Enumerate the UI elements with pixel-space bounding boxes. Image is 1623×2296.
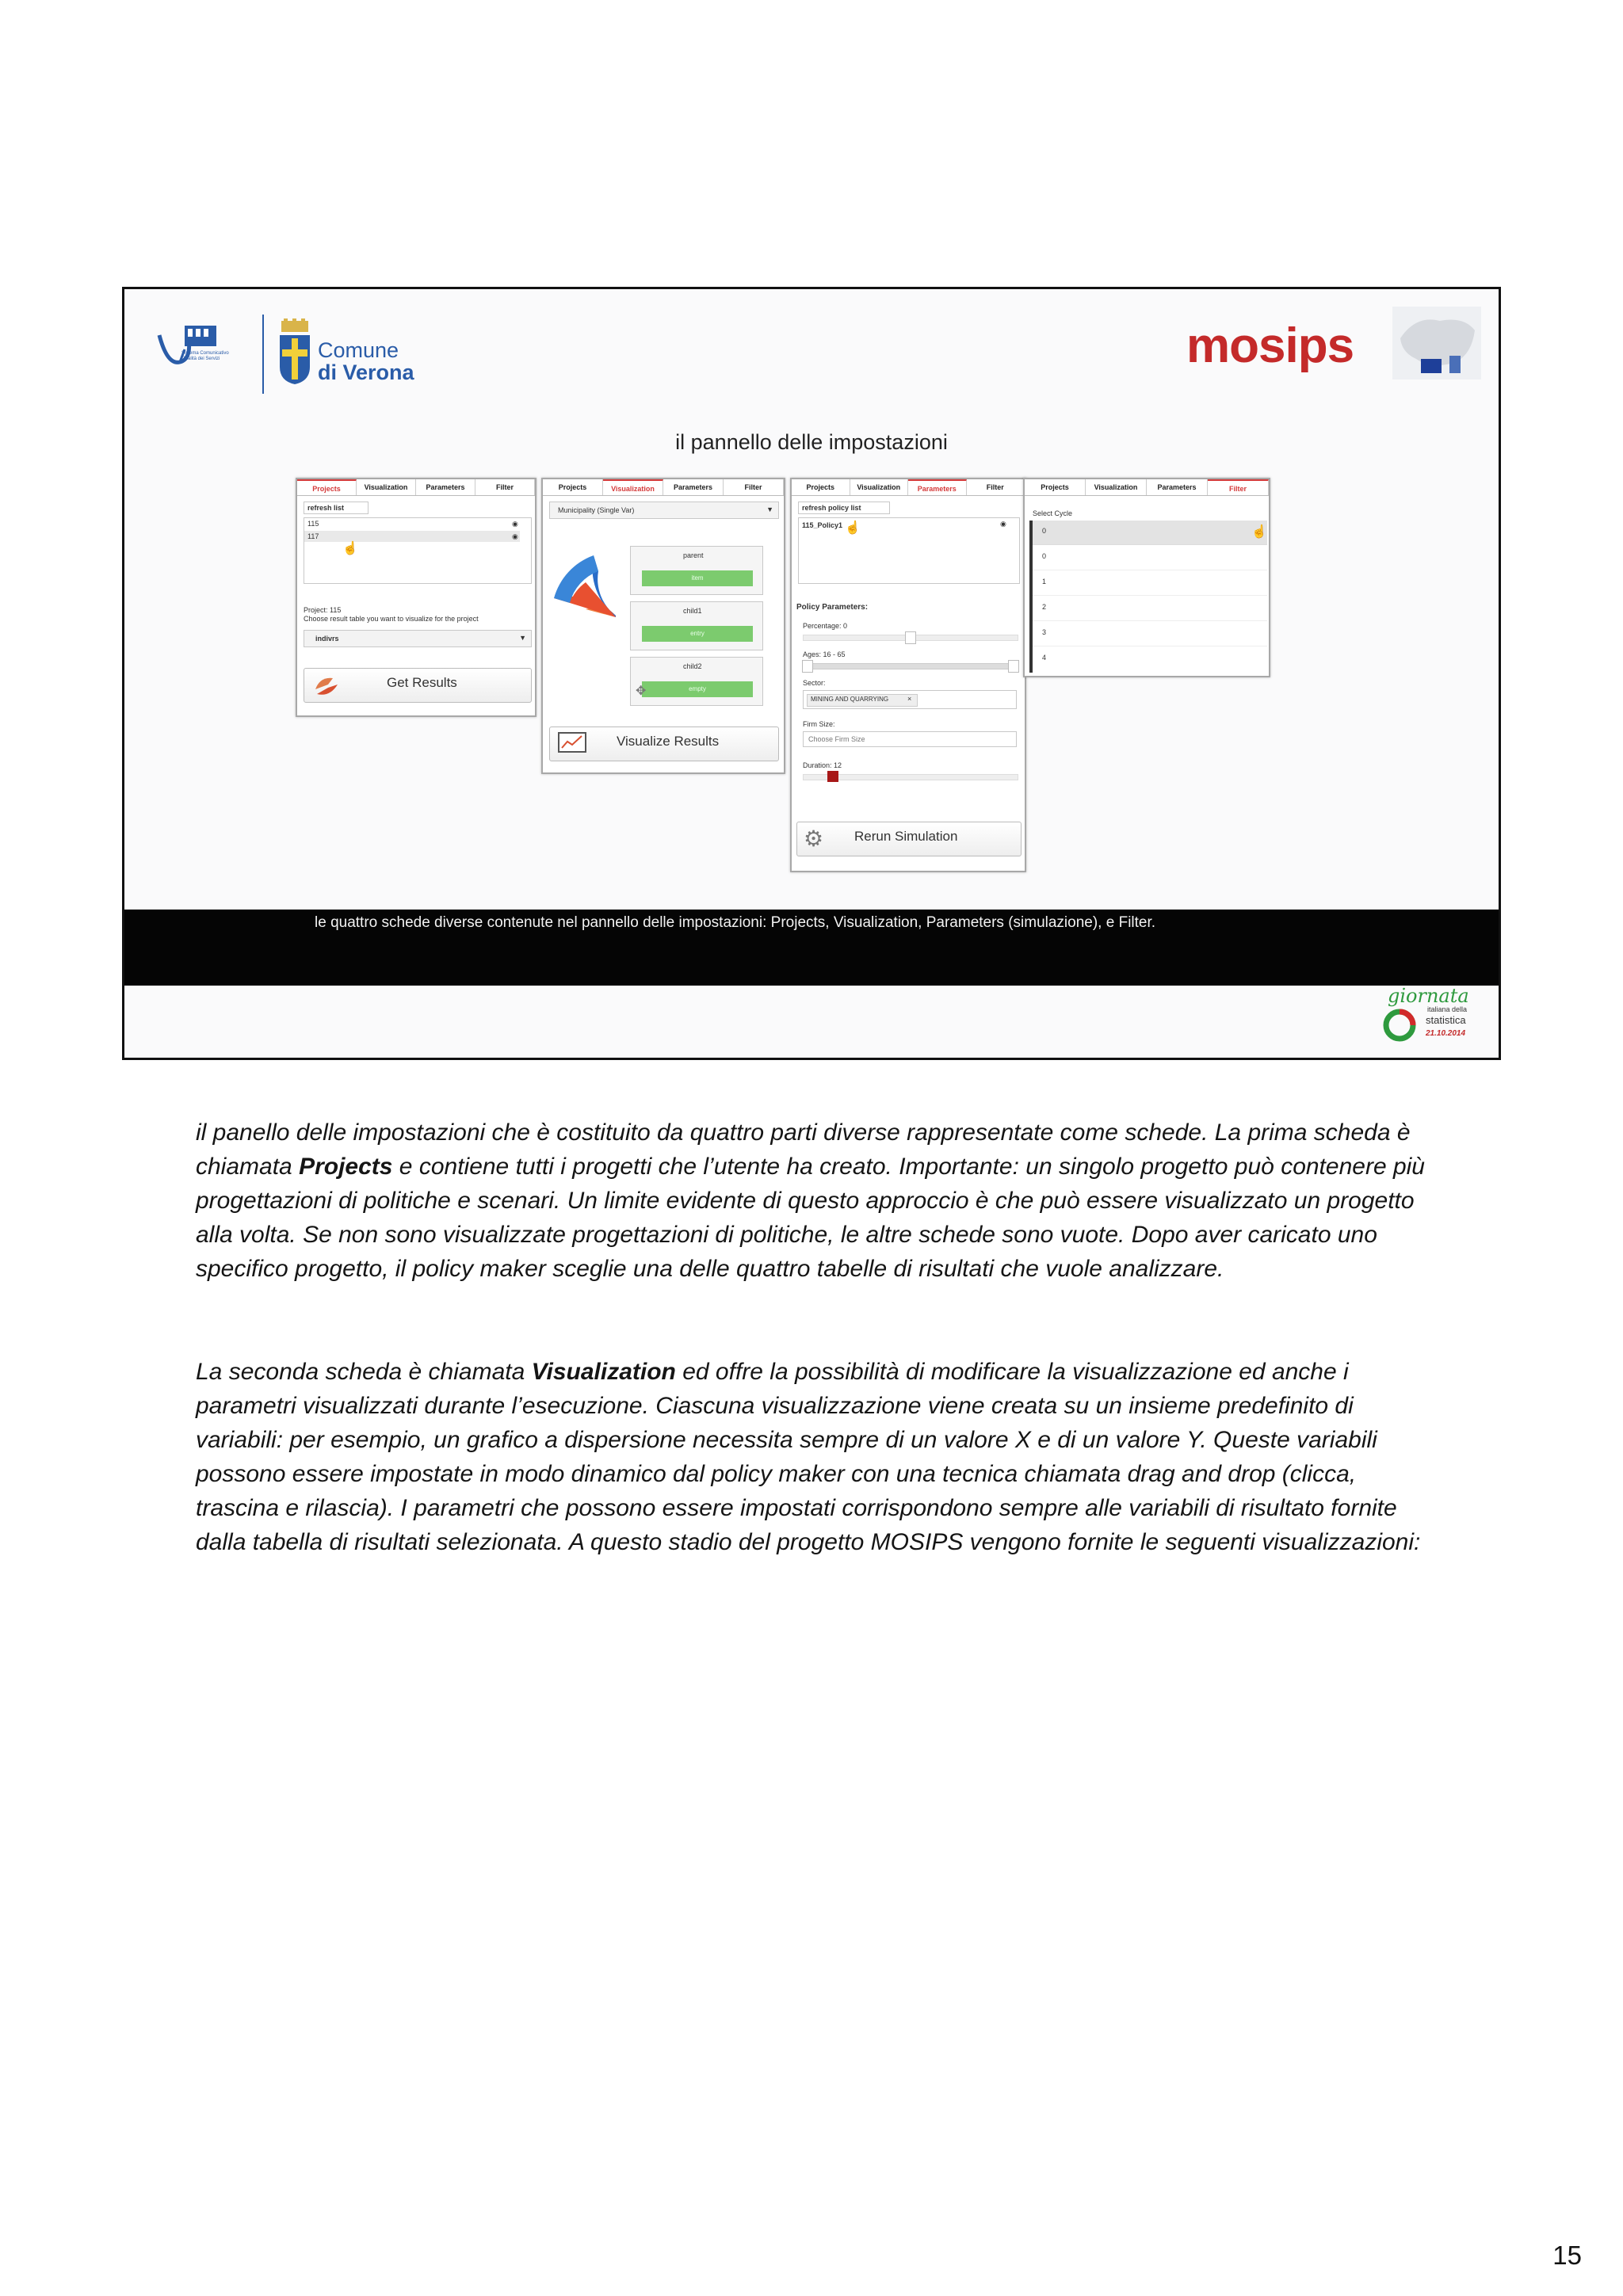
tab-parameters[interactable]: Parameters	[1147, 479, 1208, 495]
chart-screen-icon	[558, 732, 586, 756]
cycle-row-value: 0	[1042, 552, 1047, 560]
visualization-type-select[interactable]	[549, 502, 779, 519]
cycle-row-value: 4	[1042, 654, 1047, 662]
refresh-list-label: refresh list	[307, 504, 345, 512]
chevron-down-icon: ▼	[766, 505, 773, 513]
mosips-logo: mosips	[1186, 318, 1354, 373]
rerun-simulation-button[interactable]	[796, 822, 1022, 856]
node-child2[interactable]	[630, 657, 763, 706]
policy-parameters-heading: Policy Parameters:	[796, 603, 869, 612]
filter-panel	[1023, 478, 1270, 677]
giornata-line1: giornata	[1388, 985, 1469, 1007]
giornata-ring-icon	[1381, 1007, 1418, 1043]
tab-filter[interactable]: Filter	[724, 479, 784, 495]
results-icon	[312, 673, 341, 699]
sector-select[interactable]	[803, 690, 1017, 709]
tab-projects[interactable]: Projects	[1025, 479, 1086, 495]
tab-parameters[interactable]: Parameters	[908, 479, 967, 495]
eye-icon[interactable]: ◉	[1000, 520, 1006, 528]
tab-filter[interactable]: Filter	[1208, 479, 1269, 495]
ages-label: Ages: 16 - 65	[803, 650, 846, 658]
firm-size-placeholder: Choose Firm Size	[808, 735, 865, 743]
paragraph-text: La seconda scheda è chiamata	[196, 1359, 532, 1385]
projects-panel	[296, 478, 537, 717]
hand-cursor-icon: ☝	[1251, 525, 1267, 539]
panel-tabs	[297, 479, 535, 496]
sistema-logo-caption: Sistema Comunicativo Qualità dei Servizi	[181, 351, 229, 361]
result-table-select-value: indivrs	[315, 635, 339, 643]
duration-slider[interactable]	[803, 774, 1018, 780]
cycle-row-value: 3	[1042, 628, 1047, 636]
panel-tabs	[543, 479, 784, 496]
verona-crest-icon	[277, 318, 313, 386]
cycle-row[interactable]	[1033, 544, 1267, 570]
duration-slider-handle[interactable]	[827, 771, 838, 782]
project-item-selected-bg	[304, 531, 520, 542]
parameters-panel	[790, 478, 1026, 872]
result-table-hint: Choose result table you want to visualize for the project	[304, 615, 479, 623]
rerun-simulation-label: Rerun Simulation	[854, 829, 958, 844]
visualize-results-button[interactable]	[549, 727, 779, 761]
giornata-date: 21.10.2014	[1426, 1029, 1466, 1038]
move-handle-icon[interactable]: ✥	[636, 685, 647, 698]
tab-visualization[interactable]: Visualization	[357, 479, 416, 495]
sistema-logo	[153, 318, 248, 373]
cycle-row-value: 1	[1042, 578, 1047, 585]
gear-icon: ⚙	[804, 826, 824, 851]
node-parent[interactable]	[630, 546, 763, 595]
duration-label: Duration: 12	[803, 761, 842, 769]
get-results-button[interactable]	[304, 668, 532, 703]
cycle-row-selected[interactable]	[1033, 521, 1267, 545]
cycle-row[interactable]	[1033, 620, 1267, 646]
node-parent-value[interactable]: item	[642, 570, 753, 586]
refresh-policy-list-label: refresh policy list	[802, 504, 861, 512]
giornata-statistica-logo	[1381, 985, 1476, 1055]
tab-projects[interactable]: Projects	[297, 479, 357, 495]
percentage-slider-handle[interactable]	[905, 631, 916, 644]
eye-icon[interactable]: ◉	[512, 532, 518, 540]
refresh-list-button[interactable]	[304, 502, 369, 514]
tab-visualization[interactable]: Visualization	[1086, 479, 1147, 495]
tab-parameters[interactable]: Parameters	[663, 479, 724, 495]
percentage-label: Percentage: 0	[803, 622, 848, 630]
sector-chip-label: MINING AND QUARRYING	[811, 696, 889, 703]
slide-title: il pannello delle impostazioni	[675, 430, 948, 454]
project-item-115[interactable]: 115	[307, 520, 319, 528]
cycle-row[interactable]	[1033, 646, 1267, 671]
logo-divider	[262, 315, 264, 394]
tab-filter[interactable]: Filter	[475, 479, 535, 495]
node-parent-label: parent	[683, 551, 704, 559]
visualization-panel	[541, 478, 785, 774]
project-item-117[interactable]: 117	[307, 532, 319, 540]
paragraph-text: e contiene tutti i progetti che l’utente ha creato. Importante: un singolo progetto può contenere più progettazioni di politiche e scenari. Un limite evidente di questo approccio è che può essere visualizzato un progetto alla volta. Se non sono visualizzate progettazioni di politiche, le altre schede sono vuote. Dopo aver caricato uno specifico progetto, il policy maker sceglie una delle quattro tabelle di risultati che vuole analizzare.	[196, 1154, 1425, 1282]
firm-size-label: Firm Size:	[803, 720, 835, 728]
paragraph-visualization	[196, 1355, 1432, 1559]
bold-term: Visualization	[531, 1359, 676, 1385]
get-results-label: Get Results	[387, 675, 457, 690]
node-child2-value[interactable]: empty	[642, 681, 753, 697]
node-child1[interactable]	[630, 601, 763, 650]
policy-item[interactable]: 115_Policy1	[802, 521, 843, 529]
ages-max-handle[interactable]	[1008, 660, 1019, 673]
comune-line1: Comune	[318, 338, 399, 362]
result-table-select[interactable]	[304, 630, 532, 647]
eu-map-logo	[1392, 307, 1481, 379]
percentage-slider[interactable]	[803, 635, 1018, 641]
paragraph-text: il panello delle impostazioni che è costituito da quattro parti diverse rappresentate come schede. La prima scheda è chiamata	[196, 1119, 1411, 1180]
firm-size-input[interactable]	[803, 731, 1017, 747]
paragraph-projects	[196, 1116, 1432, 1286]
hand-cursor-icon: ☝	[342, 542, 358, 555]
comune-line2: di Verona	[318, 360, 414, 384]
ages-range-slider[interactable]	[803, 663, 1018, 669]
hand-cursor-icon: ☝	[845, 521, 861, 535]
cycle-row-value: 0	[1042, 527, 1047, 535]
cycle-row-value: 2	[1042, 603, 1047, 611]
sector-chip[interactable]	[807, 694, 918, 707]
giornata-line2: italiana della	[1427, 1005, 1468, 1013]
panel-tabs	[1025, 479, 1269, 496]
cycle-row[interactable]	[1033, 595, 1267, 621]
panel-tabs	[792, 479, 1025, 496]
project-label: Project: 115	[304, 606, 342, 614]
ages-min-handle[interactable]	[802, 660, 813, 673]
select-cycle-label: Select Cycle	[1033, 509, 1073, 517]
refresh-policy-list-button[interactable]	[798, 502, 890, 514]
node-child2-label: child2	[683, 662, 702, 670]
visualization-type-value: Municipality (Single Var)	[558, 506, 635, 514]
page-number: 15	[1552, 2241, 1582, 2270]
tab-visualization[interactable]: Visualization	[850, 479, 909, 495]
eye-icon[interactable]: ◉	[512, 520, 518, 528]
tab-parameters[interactable]: Parameters	[416, 479, 475, 495]
sunburst-chart-icon	[546, 551, 622, 619]
project-list	[304, 517, 532, 584]
tab-visualization[interactable]: Visualization	[603, 479, 663, 495]
giornata-line3: statistica	[1426, 1014, 1466, 1026]
cycle-list	[1029, 521, 1267, 673]
paragraph-text: ed offre la possibilità di modificare la visualizzazione ed anche i parametri visualizzati durante l’esecuzione. Ciascuna visualizzazione viene creata su un insieme predefinito di variabili: per esempio, un grafico a dispersione necessita sempre di un valore X e di un valore Y. Queste variabili possono essere impostate in modo dinamico dal policy maker con una tecnica chiamata drag and drop (clicca, trascina e rilascia). I parametri che possono essere impostati corrispondono sempre alle variabili di risultato fornite dalla tabella di risultati selezionata. A questo stadio del progetto MOSIPS vengono fornite le seguenti visualizzazioni:	[196, 1359, 1421, 1555]
sector-label: Sector:	[803, 679, 826, 687]
bold-term: Projects	[299, 1154, 393, 1180]
close-icon[interactable]: ×	[907, 695, 912, 703]
node-child1-label: child1	[683, 607, 702, 615]
tab-projects[interactable]: Projects	[792, 479, 850, 495]
tab-filter[interactable]: Filter	[967, 479, 1025, 495]
policy-list	[798, 517, 1020, 584]
cycle-row[interactable]	[1033, 570, 1267, 596]
node-child1-value[interactable]: entry	[642, 626, 753, 642]
tab-projects[interactable]: Projects	[543, 479, 603, 495]
slide-caption: le quattro schede diverse contenute nel pannello delle impostazioni: Projects, Visualization, Parameters (simulazione), e Filter.	[315, 914, 1156, 931]
slide-screenshot	[122, 287, 1501, 1060]
visualize-results-label: Visualize Results	[617, 734, 720, 749]
chevron-down-icon: ▼	[519, 634, 526, 642]
